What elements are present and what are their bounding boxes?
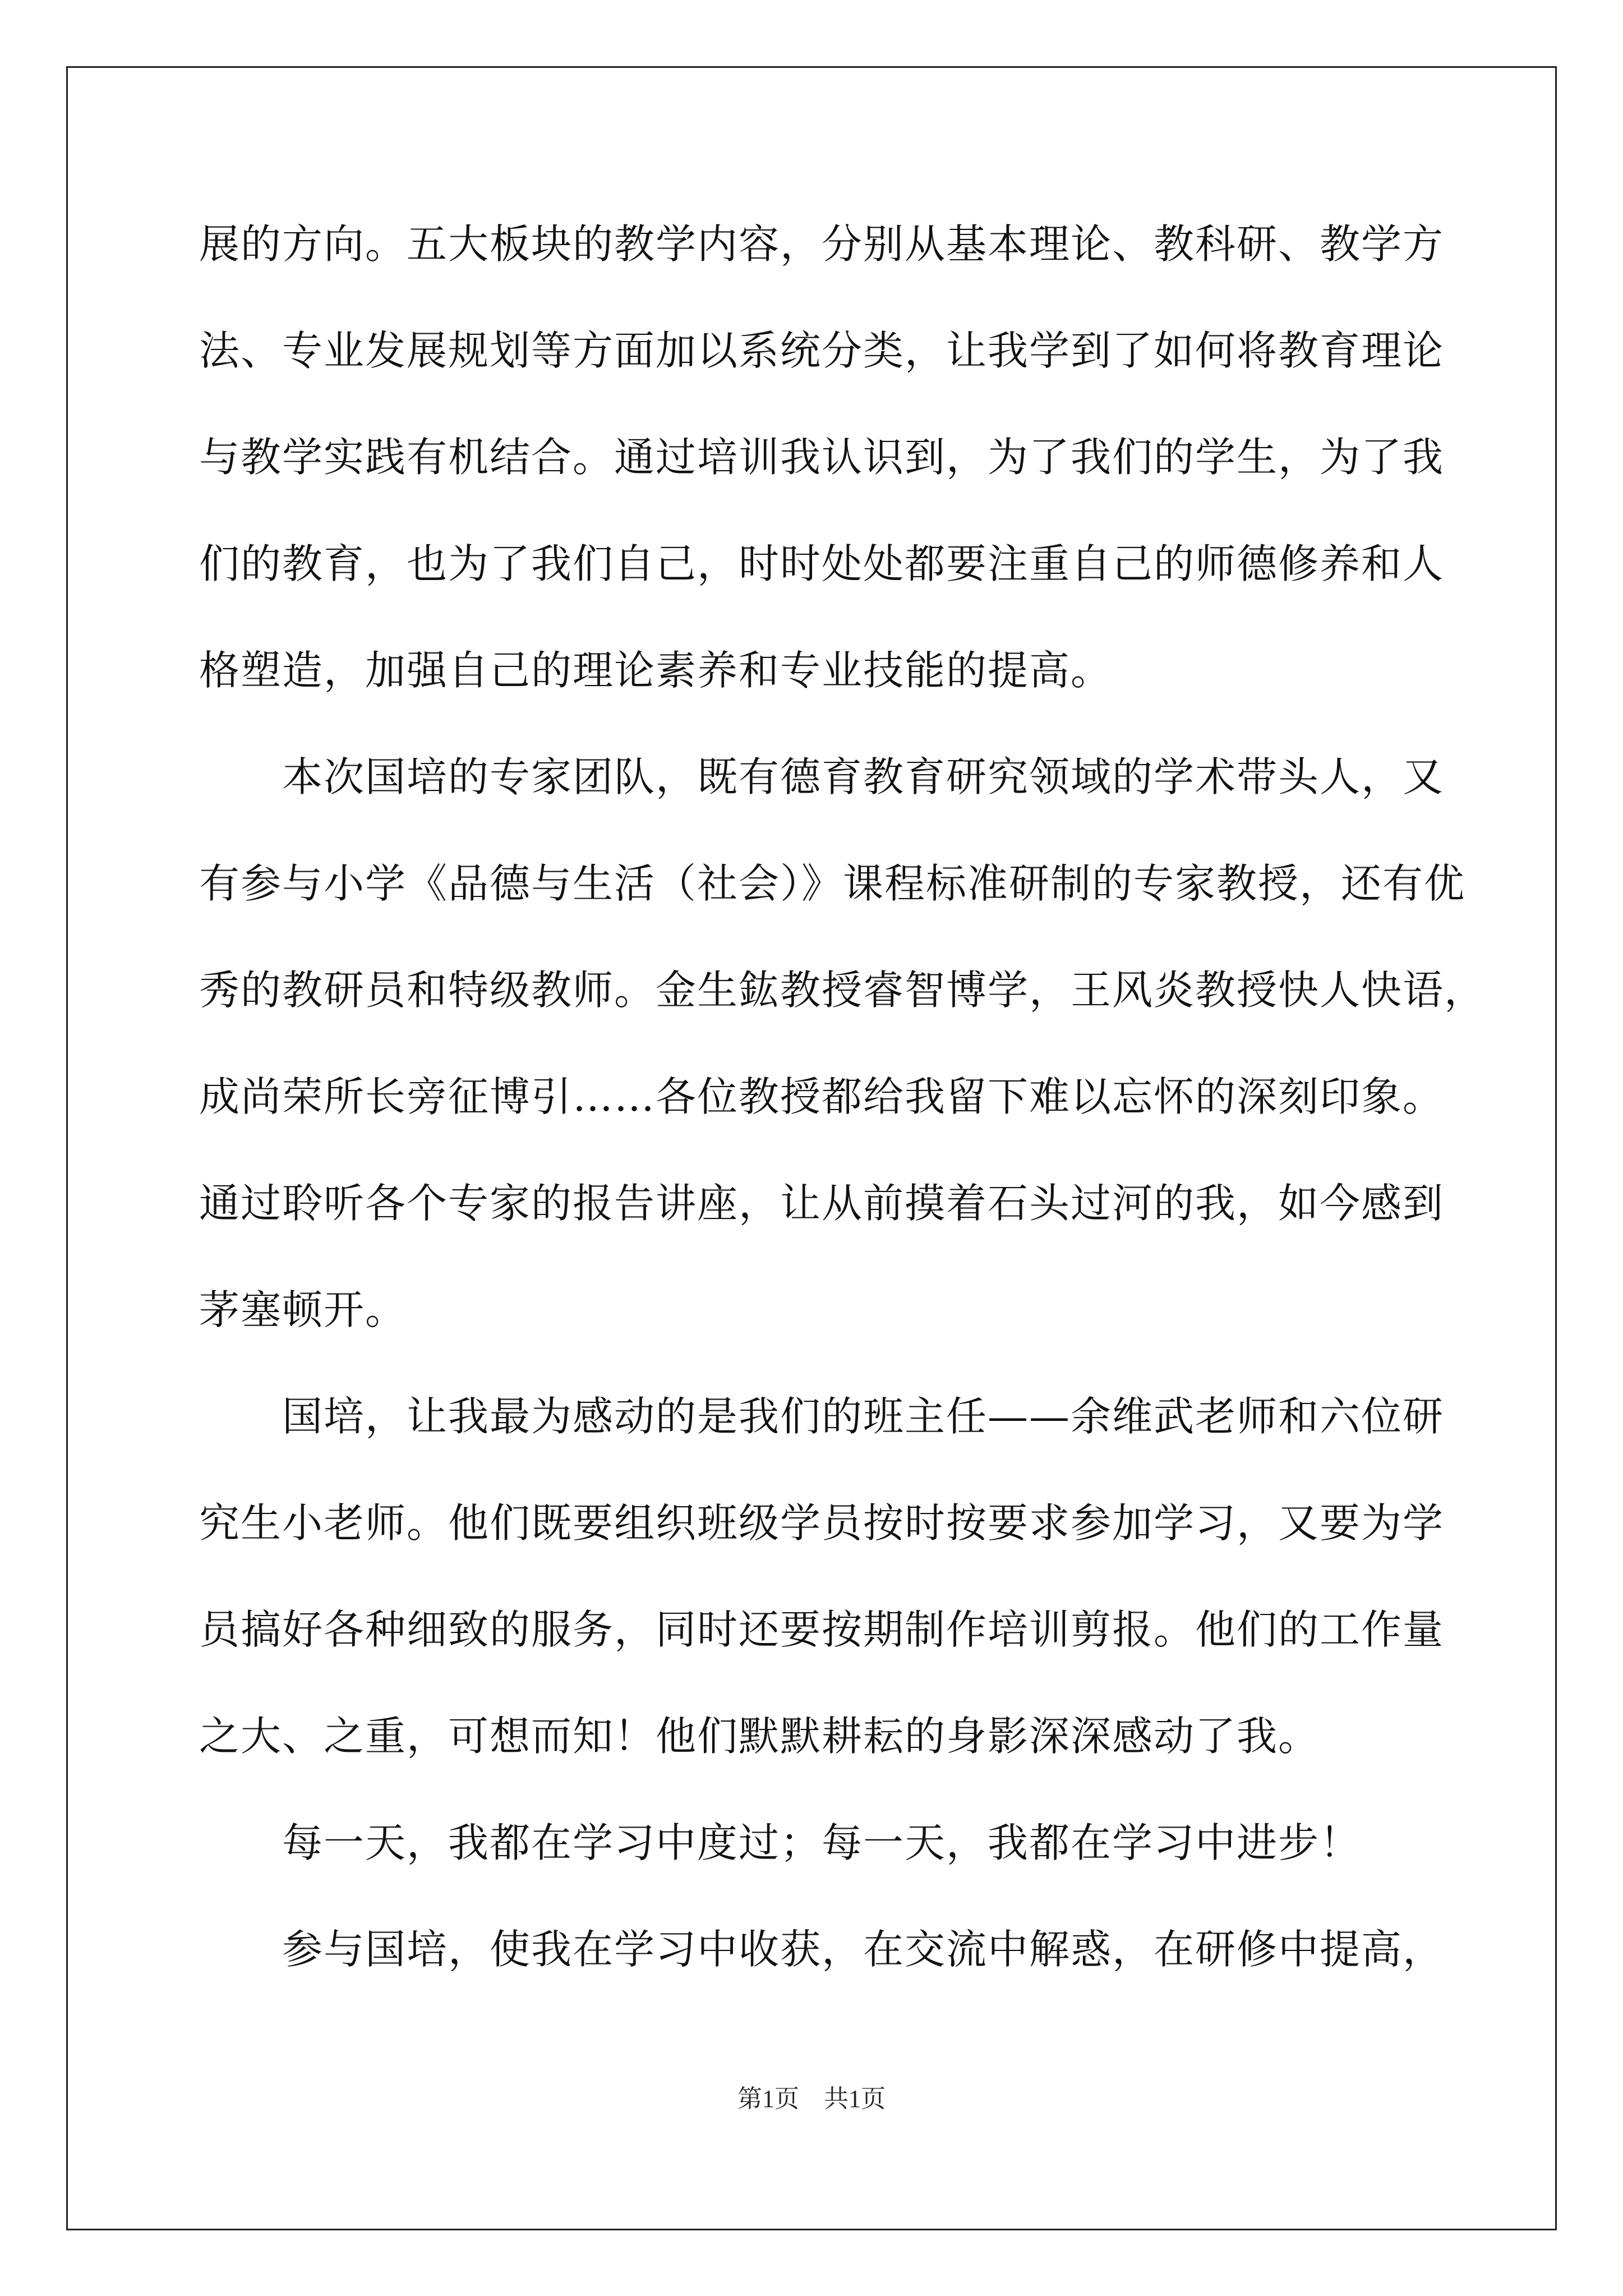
text-line: 之大、之重，可想而知！他们默默耕耘的身影深深感动了我。 xyxy=(199,1713,1320,1760)
text-line: 成尚荣所长旁征博引……各位教授都给我留下难以忘怀的深刻印象。 xyxy=(199,1073,1445,1120)
text-line: 法、专业发展规划等方面加以系统分类，让我学到了如何将教育理论 xyxy=(199,327,1445,374)
text-line: 国培，让我最为感动的是我们的班主任——余维武老师和六位研 xyxy=(199,1393,1445,1440)
text-line: 通过聆听各个专家的报告讲座，让从前摸着石头过河的我，如今感到 xyxy=(199,1180,1445,1227)
text-line: 每一天，我都在学习中度过；每一天，我都在学习中进步！ xyxy=(199,1819,1362,1866)
document-body xyxy=(199,216,1486,2028)
text-line: 展的方向。五大板块的教学内容，分别从基本理论、教科研、教学方 xyxy=(199,220,1445,268)
text-line: 与教学实践有机结合。通过培训我认识到，为了我们的学生，为了我 xyxy=(199,434,1445,481)
text-line: 们的教育，也为了我们自己，时时处处都要注重自己的师德修养和人 xyxy=(199,540,1445,587)
text-line: 本次国培的专家团队，既有德育教育研究领域的学术带头人，又 xyxy=(199,753,1445,800)
text-line: 员搞好各种细致的服务，同时还要按期制作培训剪报。他们的工作量 xyxy=(199,1606,1445,1653)
text-line: 茅塞顿开。 xyxy=(199,1286,407,1333)
text-line: 参与国培，使我在学习中收获，在交流中解惑，在研修中提高， xyxy=(199,1926,1445,1973)
text-line: 有参与小学《品德与生活（社会）》课程标准研制的专家教授，还有优 xyxy=(199,860,1466,907)
text-line: 格塑造，加强自己的理论素养和专业技能的提高。 xyxy=(199,647,1113,694)
text-line: 究生小老师。他们既要组织班级学员按时按要求参加学习，又要为学 xyxy=(199,1499,1445,1547)
text-line: 秀的教研员和特级教师。金生鈜教授睿智博学，王风炎教授快人快语， xyxy=(199,967,1486,1014)
page-number-footer: 第1页 共1页 xyxy=(737,2085,886,2113)
